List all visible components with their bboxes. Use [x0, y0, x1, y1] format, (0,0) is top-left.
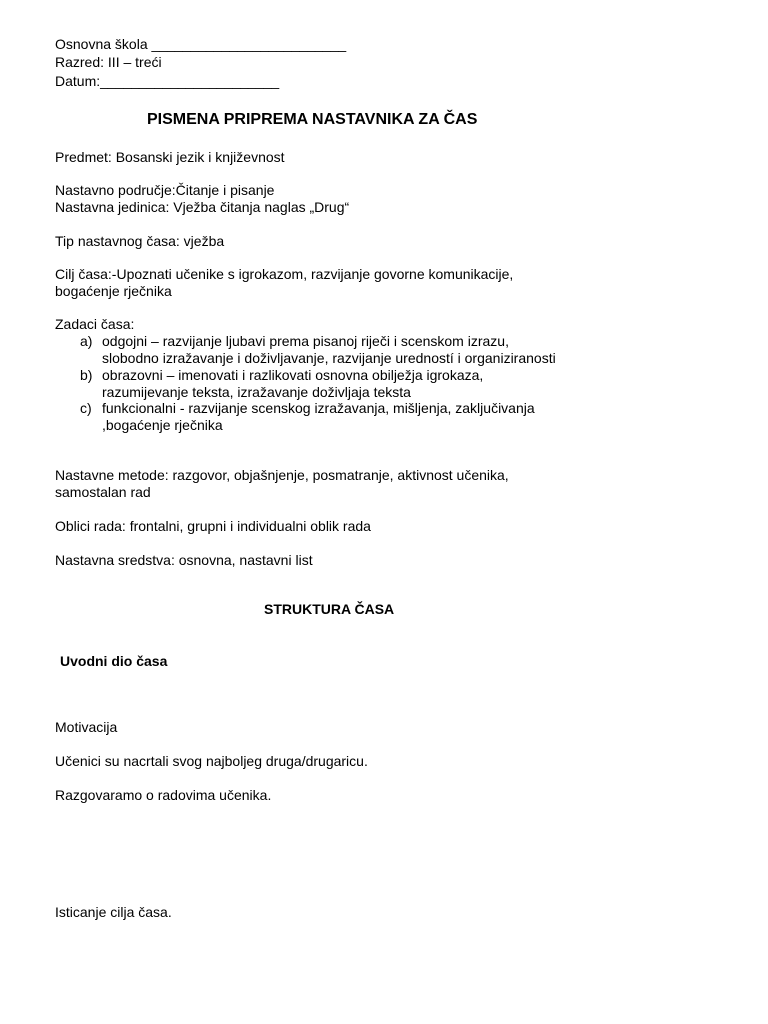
task-a-line-2: slobodno izražavanje i doživljavanje, razvijanje uredností i organiziranosti [102, 350, 556, 366]
grade-field: Razred: III – treći [55, 54, 162, 70]
goal-line-2: bogaćenje rječnika [55, 283, 172, 299]
school-field: Osnovna škola _________________________ [55, 36, 347, 52]
goal-line-1: Cilj časa:-Upoznati učenike s igrokazom, razvijanje govorne komunikacije, [55, 266, 514, 282]
task-c-line-2: ,bogaćenje rječnika [102, 417, 223, 433]
document-title: PISMENA PRIPREMA NASTAVNIKA ZA ČAS [147, 111, 478, 128]
task-marker-b: b) [80, 367, 93, 383]
task-c-line-1: funkcionalni - razvijanje scenskog izražavanja, mišljenja, zaključivanja [102, 400, 535, 416]
work-forms-line: Oblici rada: frontalni, grupni i individualni oblik rada [55, 518, 371, 534]
methods-line-2: samostalan rad [55, 484, 151, 500]
methods-line-1: Nastavne metode: razgovor, objašnjenje, posmatranje, aktivnost učenika, [55, 467, 509, 483]
motivation-heading: Motivacija [55, 719, 118, 735]
lesson-type-line: Tip nastavnog časa: vježba [55, 233, 225, 249]
structure-title: STRUKTURA ČASA [264, 601, 395, 617]
motivation-text-2: Razgovaramo o radovima učenika. [55, 787, 272, 803]
subject-line: Predmet: Bosanski jezik i književnost [55, 149, 285, 165]
task-marker-c: c) [80, 400, 92, 416]
task-b-line-2: razumijevanje teksta, izražavanje doživljaja teksta [102, 384, 411, 400]
task-marker-a: a) [80, 333, 93, 349]
resources-line: Nastavna sredstva: osnovna, nastavni list [55, 552, 313, 568]
task-a-line-1: odgojni – razvijanje ljubavi prema pisanoj riječi i scenskom izrazu, [102, 333, 509, 349]
intro-title: Uvodni dio časa [60, 653, 168, 669]
motivation-text-1: Učenici su nacrtali svog najboljeg druga/drugaricu. [55, 753, 368, 769]
goal-emphasis-line: Isticanje cilja časa. [55, 904, 172, 920]
task-b-line-1: obrazovni – imenovati i razlikovati osnovna obilježja igrokaza, [102, 367, 484, 383]
area-line: Nastavno područje:Čitanje i pisanje [55, 182, 275, 198]
tasks-heading: Zadaci časa: [55, 316, 135, 332]
date-field: Datum:_______________________ [55, 73, 280, 89]
unit-line: Nastavna jedinica: Vježba čitanja naglas „Drug“ [55, 199, 350, 215]
